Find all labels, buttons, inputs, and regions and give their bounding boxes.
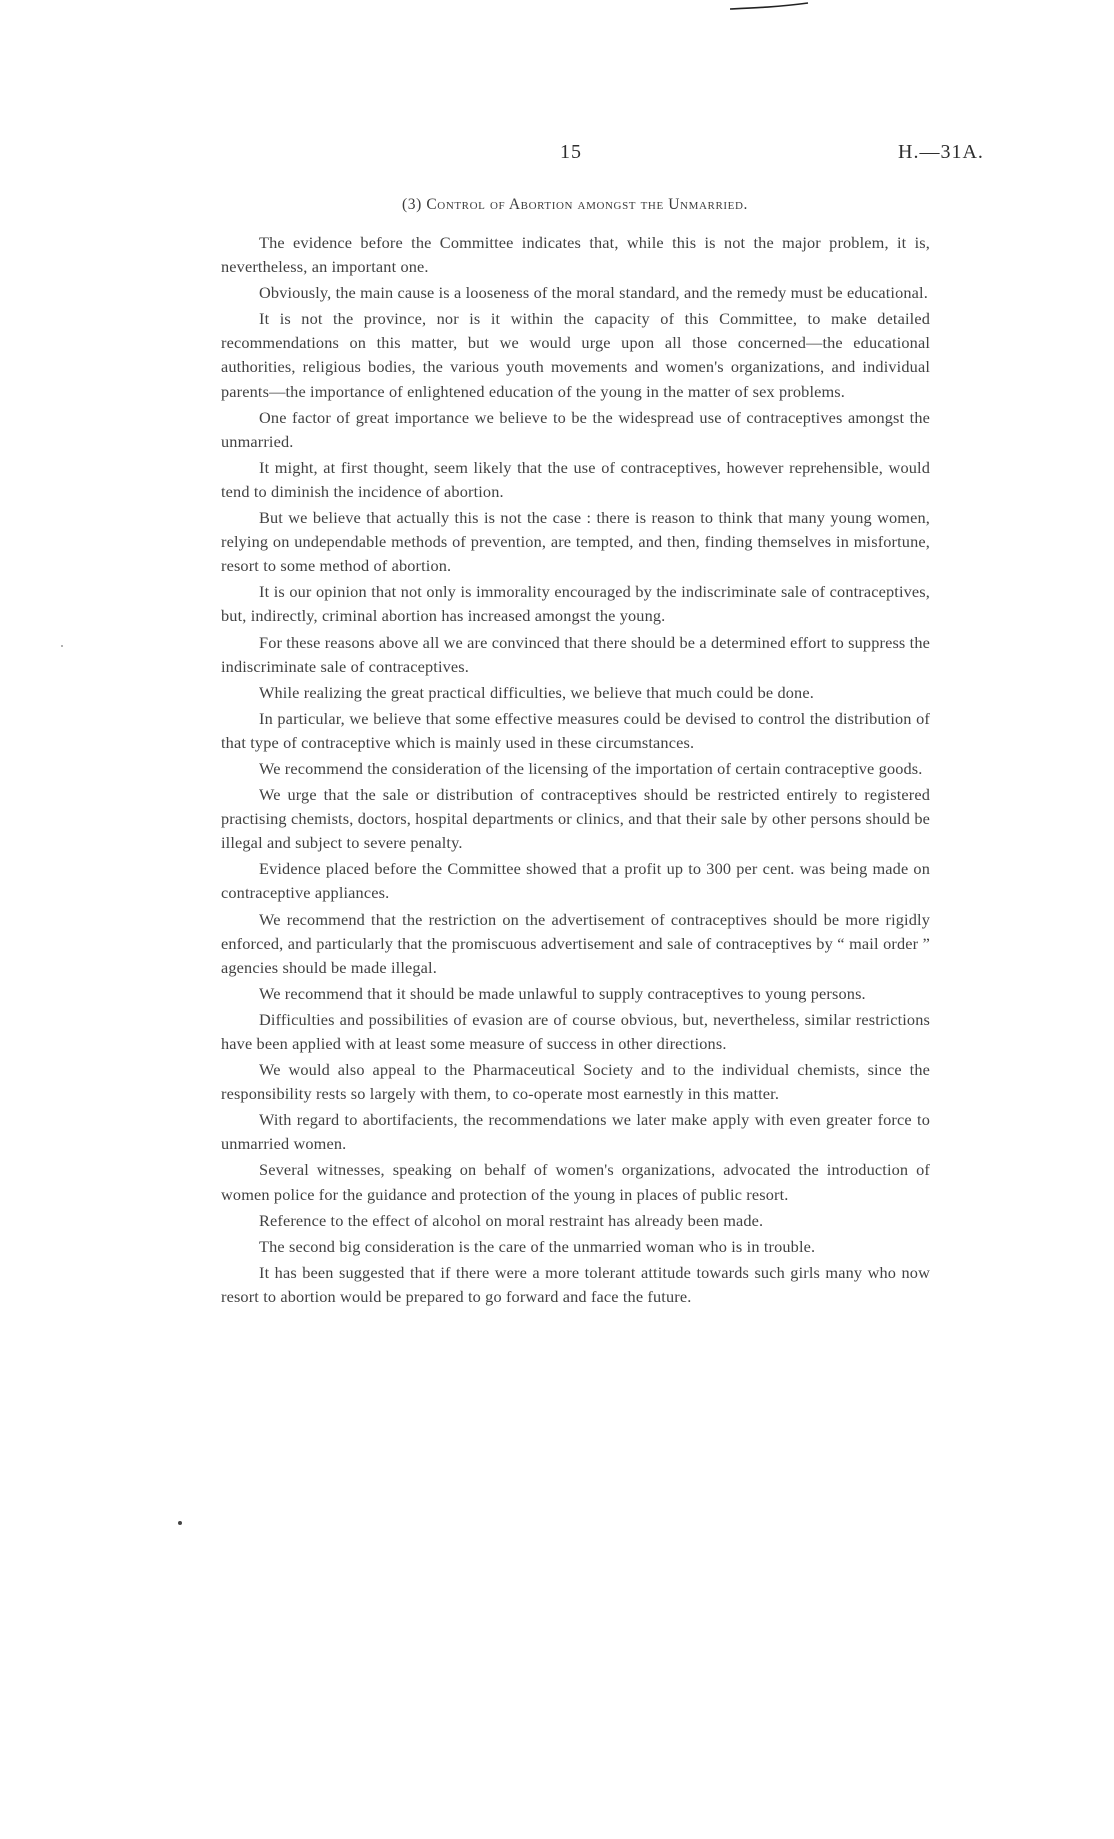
paragraph: In particular, we believe that some effective measures could be devised to control the distribution of that type of contraceptive which is mainly used in these circumstances. <box>221 708 930 752</box>
paragraph: We urge that the sale or distribution of contraceptives should be restricted entirely to registered practising chemists, doctors, hospital departments or clinics, and that their sale by other persons should be illegal and subject to severe penalty. <box>221 785 930 853</box>
paragraph: We recommend that the restriction on the advertisement of contraceptives should be more rigidly enforced, and particularly that the promiscuous advertisement and sale of contraceptives by “ mail order ” agencies should be made illegal. <box>221 909 930 977</box>
paragraph: Difficulties and possibilities of evasion are of course obvious, but, nevertheless, similar restrictions have been applied with at least some measure of success in other directions. <box>221 1009 930 1053</box>
margin-bullet-mark <box>178 1521 182 1525</box>
paragraph: It has been suggested that if there were a more tolerant attitude towards such girls many who now resort to abortion would be prepared to go forward and face the future. <box>221 1262 930 1306</box>
paragraph: We recommend the consideration of the licensing of the importation of certain contraceptive goods. <box>259 758 923 778</box>
paragraph: One factor of great importance we believe to be the widespread use of contraceptives amongst the unmarried. <box>221 407 930 451</box>
paragraph: Reference to the effect of alcohol on moral restraint has already been made. <box>259 1210 764 1230</box>
margin-speck <box>61 645 63 647</box>
paragraph: It is our opinion that not only is immorality encouraged by the indiscriminate sale of contraceptives, but, indirectly, criminal abortion has increased amongst the young. <box>221 582 930 626</box>
paragraph: It is not the province, nor is it within the capacity of this Committee, to make detailed recommendations on this matter, but we would urge upon all those concerned—the educational authorities, religious bodies, the various youth movements and women's organizations, and individual parents—the importance of enlightened education of the young in the matter of sex problems. <box>221 309 930 401</box>
paragraph: The evidence before the Committee indicates that, while this is not the major problem, it is, nevertheless, an important one. <box>221 233 930 277</box>
section-heading: (3) Control of Abortion amongst the Unmarried. <box>401 196 748 213</box>
paragraph: We recommend that it should be made unlawful to supply contraceptives to young persons. <box>259 983 866 1003</box>
document-reference: H.—31A. <box>898 141 984 163</box>
paragraph: The second big consideration is the care of the unmarried woman who is in trouble. <box>259 1236 816 1256</box>
page-number: 15 <box>560 141 582 163</box>
paragraph: With regard to abortifacients, the recommendations we later make apply with even greater force to unmarried women. <box>221 1110 930 1154</box>
paragraph: Obviously, the main cause is a looseness of the moral standard, and the remedy must be educational. <box>259 283 928 303</box>
paragraph: Several witnesses, speaking on behalf of women's organizations, advocated the introduction of women police for the guidance and protection of the young in places of public resort. <box>221 1160 930 1204</box>
paragraph: But we believe that actually this is not the case : there is reason to think that many young women, relying on undependable methods of prevention, are tempted, and then, finding themselves in misfortune, resort to some method of abortion. <box>221 508 930 576</box>
paragraph: Evidence placed before the Committee showed that a profit up to 300 per cent. was being made on contraceptive appliances. <box>221 859 930 903</box>
paragraph: We would also appeal to the Pharmaceutical Society and to the individual chemists, since the responsibility rests so largely with them, to co-operate most earnestly in this matter. <box>221 1060 930 1104</box>
scan-pen-mark <box>728 2 810 12</box>
body-text <box>221 231 930 1621</box>
paragraph: While realizing the great practical difficulties, we believe that much could be done. <box>259 682 814 702</box>
paragraph: For these reasons above all we are convinced that there should be a determined effort to suppress the indiscriminate sale of contraceptives. <box>221 632 930 676</box>
paragraph: It might, at first thought, seem likely that the use of contraceptives, however reprehensible, would tend to diminish the incidence of abortion. <box>221 457 930 501</box>
